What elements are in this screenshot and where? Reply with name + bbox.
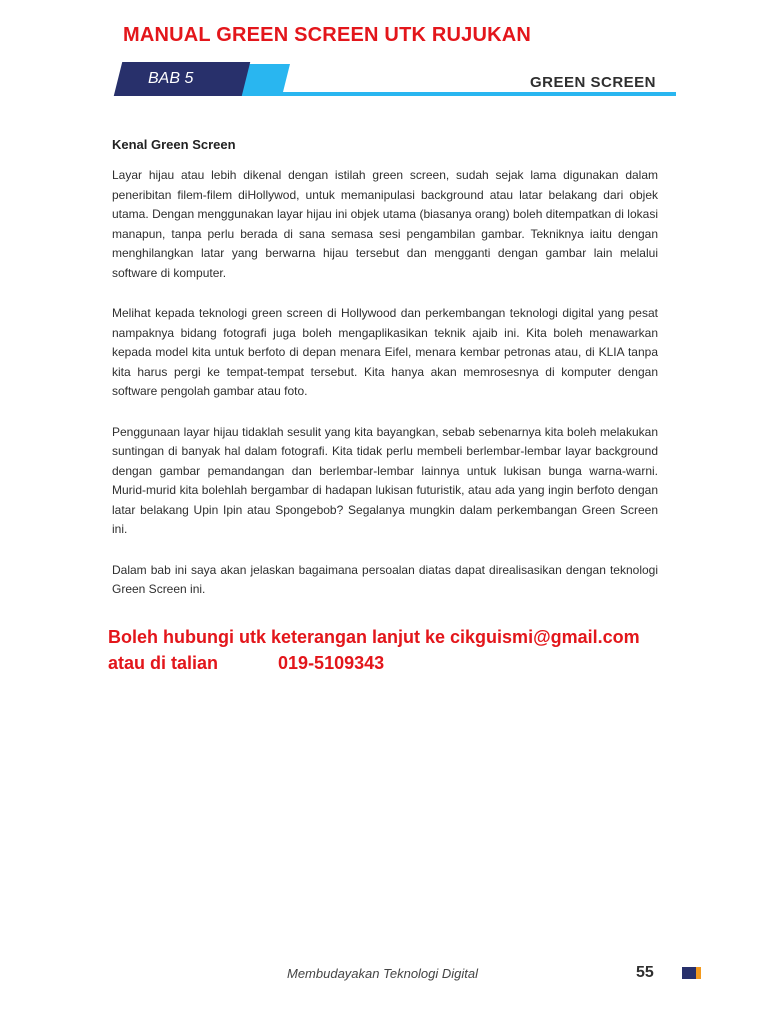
contact-phone-line <box>108 650 728 676</box>
paragraph-4: Dalam bab ini saya akan jelaskan bagaimana persoalan diatas dapat direalisasikan dengan teknologi Green Screen ini. <box>112 562 658 596</box>
main-content <box>112 137 658 621</box>
contact-phone-label: atau di talian <box>108 653 219 673</box>
paragraph-3: Penggunaan layar hijau tidaklah sesulit yang kita bayangkan, sebab sebenarnya kita boleh melakukan suntingan di banyak hal dalam fotografi. Kita tidak perlu membeli berlembar-lembar layar background dengan gambar pemandangan dan berlembar-lembar lainnya untuk lukisan bunga warna-warni. Murid-murid kita bolehlah bergambar di hadapan lukisan futuristik, atau ada yang ingin berfoto dengan latar belakang Upin Ipin atau Spongebob? Segalanya mungkin dalam perkembangan Green Screen ini. <box>112 424 658 536</box>
contact-info <box>108 624 728 676</box>
chapter-name: GREEN SCREEN <box>529 74 656 91</box>
chapter-header-bar <box>110 62 680 102</box>
contact-phone-number: 019-5109343 <box>278 653 385 673</box>
paragraph-1: Layar hijau atau lebih dikenal dengan istilah green screen, sudah sejak lama digunakan dalam peneribitan filem-filem diHollywod, untuk memanipulasi background atau latar belakang dari objek utama. Dengan menggunakan layar hijau ini objek utama (biasanya orang) boleh ditempatkan di lokasi manapun, tanpa perlu berada di sana semasa sesi pengambilan gambar. Tekniknya iaitu dengan menghilangkan latar yang berwarna hijau tersebut dan mengganti dengan gambar lain melalui software di komputer. <box>112 168 658 280</box>
footer-mark-icon <box>682 967 702 979</box>
document-title: MANUAL GREEN SCREEN UTK RUJUKAN <box>123 24 532 46</box>
page-number: 55 <box>636 964 654 981</box>
contact-email-line: Boleh hubungi utk keterangan lanjut ke cikguismi@gmail.com <box>108 627 640 647</box>
footer-text: Membudayakan Teknologi Digital <box>287 966 479 981</box>
chapter-label: BAB 5 <box>148 70 194 87</box>
paragraph-2: Melihat kepada teknologi green screen di Hollywood dan perkembangan teknologi digital yang pesat nampaknya bidang fotografi juga boleh mengaplikasikan teknik ajaib ini. Kita boleh menawarkan kepada model kita untuk berfoto di depan menara Eifel, menara kembar petronas atau, di KLIA tanpa kita harus pergi ke tempat-tempat tersebut. Kita hanya akan memrosesnya di komputer dengan software pengolah gambar atau foto. <box>112 306 658 398</box>
footer-mark-navy <box>682 967 696 979</box>
section-heading: Kenal Green Screen <box>112 137 236 152</box>
footer-mark-orange <box>696 967 701 979</box>
